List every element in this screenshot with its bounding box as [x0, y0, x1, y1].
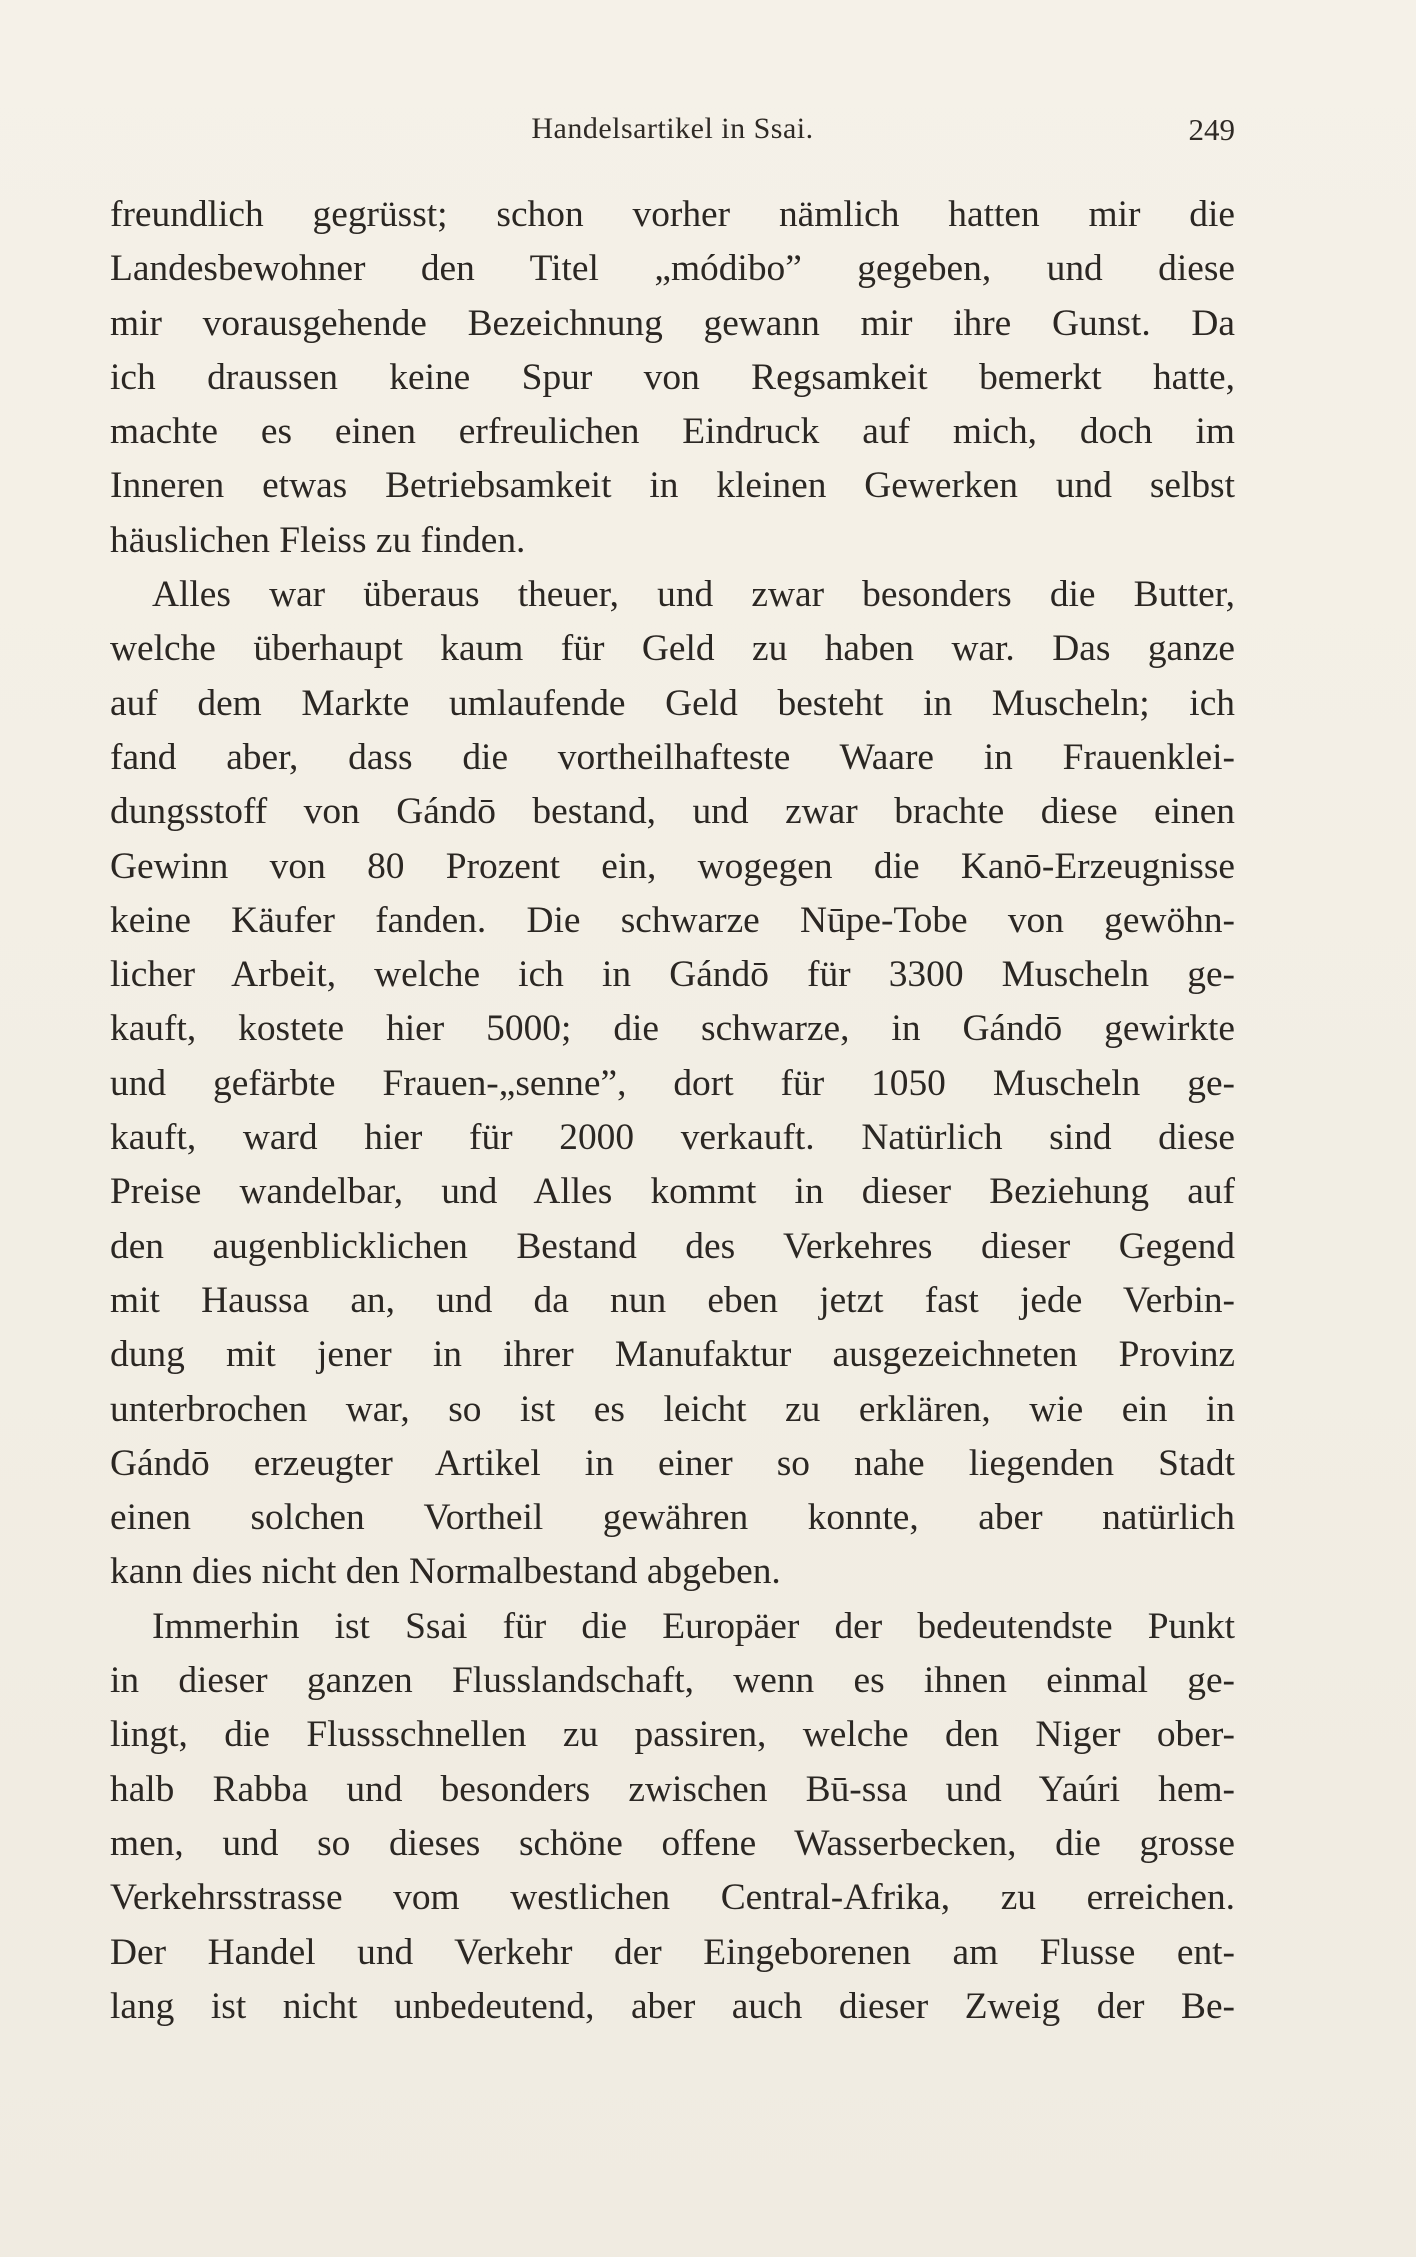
text-line: keine Käufer fanden. Die schwarze Nūpe-Tobe von gewöhn-	[110, 899, 1235, 941]
running-title: Handelsartikel in Ssai.	[531, 112, 814, 145]
paragraph-3	[110, 1600, 1235, 2034]
text-line: häuslichen Fleiss zu finden.	[110, 519, 526, 561]
text-line: licher Arbeit, welche ich in Gándō für 3300 Muscheln ge-	[110, 954, 1235, 996]
page-header	[110, 112, 1235, 152]
text-line: Alles war überaus theuer, und zwar besonders die Butter,	[152, 574, 1235, 616]
text-line: unterbrochen war, so ist es leicht zu erklären, wie ein in	[110, 1388, 1235, 1430]
text-line: freundlich gegrüsst; schon vorher nämlich hatten mir die	[110, 194, 1235, 235]
page-number: 249	[1188, 112, 1235, 147]
text-line: Inneren etwas Betriebsamkeit in kleinen Gewerken und selbst	[110, 465, 1235, 507]
text-line: ich draussen keine Spur von Regsamkeit bemerkt hatte,	[110, 356, 1235, 398]
text-line: machte es einen erfreulichen Eindruck auf mich, doch im	[110, 411, 1235, 453]
text-line: lang ist nicht unbedeutend, aber auch dieser Zweig der Be-	[110, 1985, 1235, 2027]
text-line: welche überhaupt kaum für Geld zu haben war. Das ganze	[110, 628, 1235, 670]
text-line: in dieser ganzen Flusslandschaft, wenn es ihnen einmal ge-	[110, 1660, 1235, 1702]
text-line: den augenblicklichen Bestand des Verkehres dieser Gegend	[110, 1225, 1235, 1267]
text-line: kauft, ward hier für 2000 verkauft. Natürlich sind diese	[110, 1117, 1235, 1159]
text-line: mir vorausgehende Bezeichnung gewann mir ihre Gunst. Da	[110, 302, 1235, 344]
text-line: mit Haussa an, und da nun eben jetzt fast jede Verbin-	[110, 1279, 1235, 1321]
text-line: halb Rabba und besonders zwischen Bū-ssa und Yaúri hem-	[110, 1768, 1235, 1810]
text-line: Gewinn von 80 Prozent ein, wogegen die Kanō-Erzeugnisse	[110, 845, 1235, 887]
text-line: Gándō erzeugter Artikel in einer so nahe liegenden Stadt	[110, 1442, 1235, 1484]
text-line: kauft, kostete hier 5000; die schwarze, in Gándō gewirkte	[110, 1008, 1235, 1050]
text-line: Der Handel und Verkehr der Eingeborenen am Flusse ent-	[110, 1931, 1235, 1973]
paragraph-2	[110, 568, 1235, 1600]
text-line: dung mit jener in ihrer Manufaktur ausgezeichneten Provinz	[110, 1334, 1235, 1376]
text-line: men, und so dieses schöne offene Wasserbecken, die grosse	[110, 1822, 1235, 1864]
text-line: Landesbewohner den Titel „módibo” gegeben, und diese	[110, 248, 1235, 290]
text-line: Immerhin ist Ssai für die Europäer der bedeutendste Punkt	[152, 1605, 1235, 1647]
text-line: kann dies nicht den Normalbestand abgeben.	[110, 1551, 781, 1593]
paragraph-1	[110, 188, 1235, 568]
body-text	[110, 188, 1235, 2034]
text-line: lingt, die Flussschnellen zu passiren, welche den Niger ober-	[110, 1714, 1235, 1756]
text-line: auf dem Markte umlaufende Geld besteht in Muscheln; ich	[110, 682, 1235, 724]
text-line: Preise wandelbar, und Alles kommt in dieser Beziehung auf	[110, 1171, 1235, 1213]
text-line: dungsstoff von Gándō bestand, und zwar brachte diese einen	[110, 791, 1235, 833]
text-line: und gefärbte Frauen-„senne”, dort für 1050 Muscheln ge-	[110, 1062, 1235, 1104]
text-line: einen solchen Vortheil gewähren konnte, aber natürlich	[110, 1497, 1235, 1539]
text-line: fand aber, dass die vortheilhafteste Waare in Frauenklei-	[110, 736, 1235, 778]
text-line: Verkehrsstrasse vom westlichen Central-Afrika, zu erreichen.	[110, 1877, 1235, 1919]
